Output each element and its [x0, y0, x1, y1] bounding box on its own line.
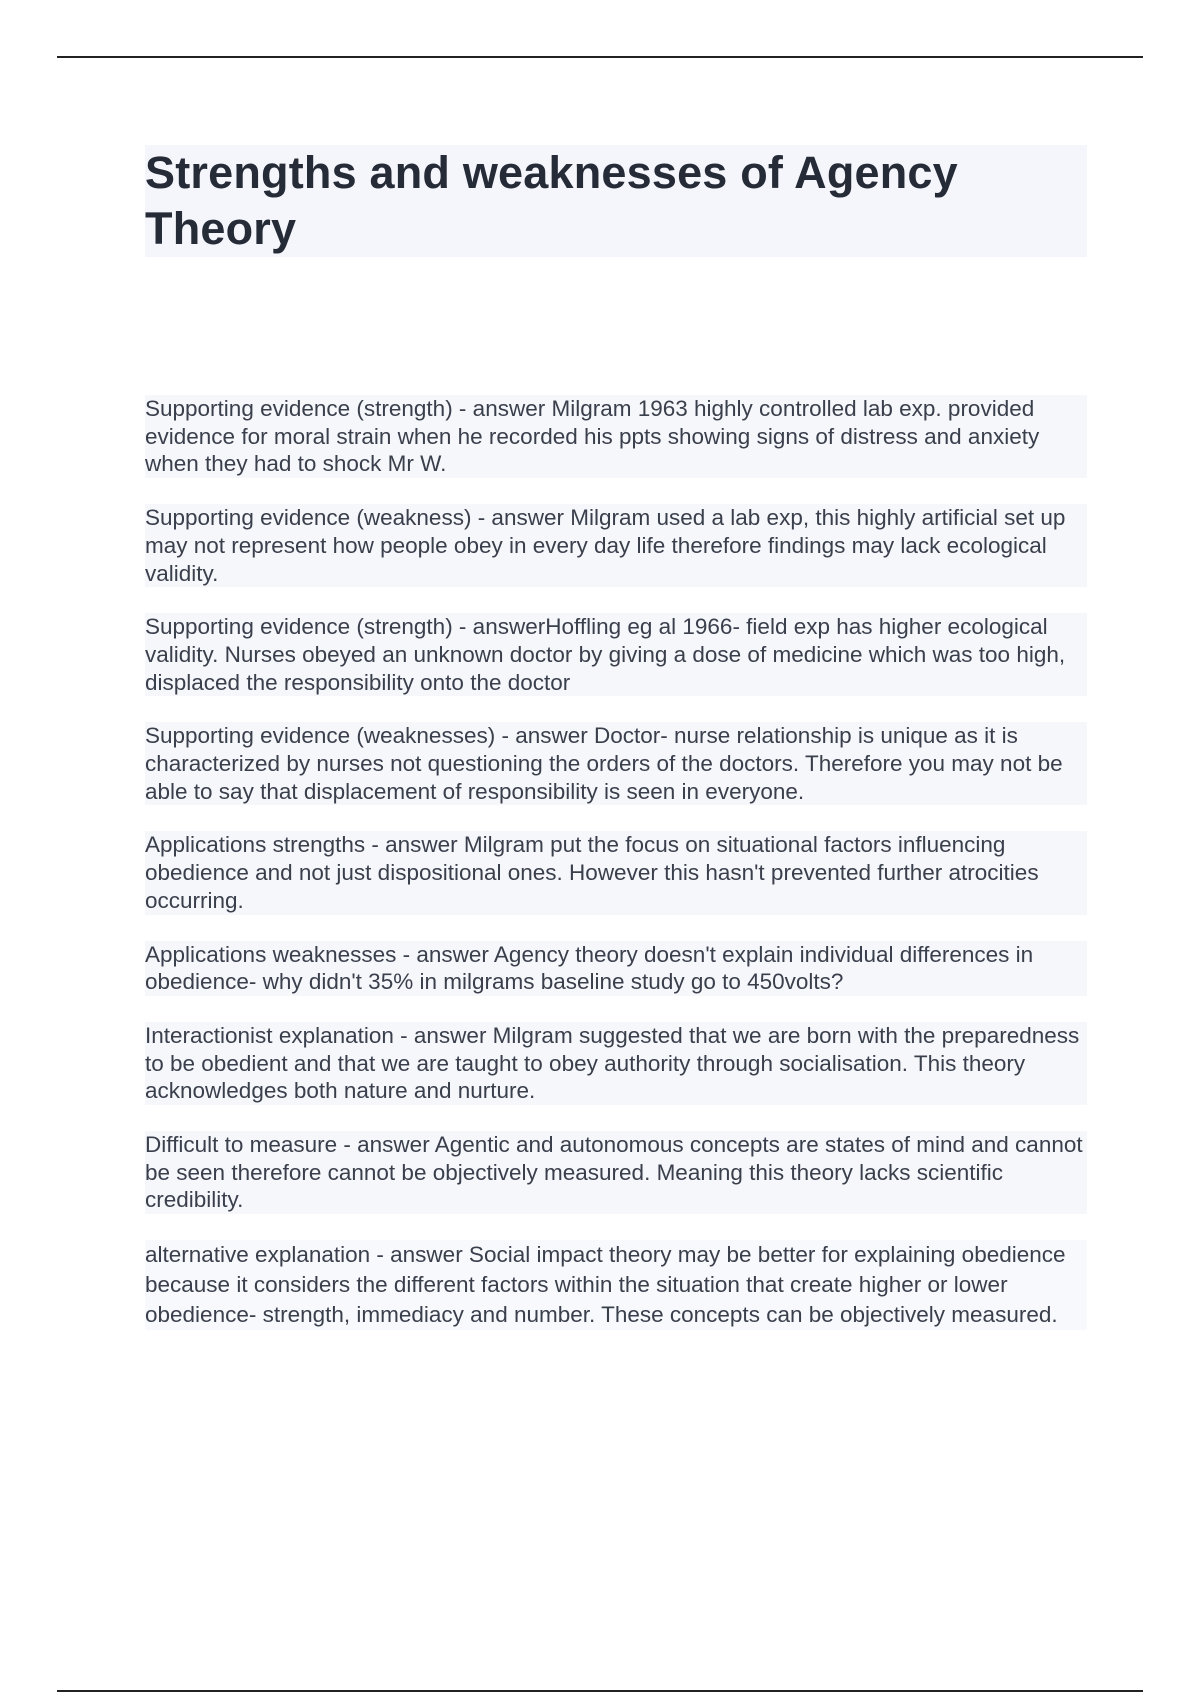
- title-block: [145, 145, 1087, 257]
- bottom-rule: [57, 1690, 1143, 1692]
- entry-8: Difficult to measure - answer Agentic and autonomous concepts are states of mind and cannot be seen therefore cannot be objectively measured. Meaning this theory lacks scientific credibility.: [145, 1131, 1087, 1214]
- entry-9: alternative explanation - answer Social impact theory may be better for explaining obedience because it considers the different factors within the situation that create higher or lower obedience- strength, immediacy and number. These concepts can be objectively measured.: [145, 1240, 1087, 1330]
- entry-5: Applications strengths - answer Milgram put the focus on situational factors influencing obedience and not just dispositional ones. However this hasn't prevented further atrocities occurring.: [145, 831, 1087, 914]
- page-title: Strengths and weaknesses of Agency Theory: [145, 147, 958, 254]
- entry-4: Supporting evidence (weaknesses) - answer Doctor- nurse relationship is unique as it is characterized by nurses not questioning the orders of the doctors. Therefore you may not be able to say that displacement of responsibility is seen in everyone.: [145, 722, 1087, 805]
- flashcard-list: [145, 395, 1087, 1356]
- entry-7: Interactionist explanation - answer Milgram suggested that we are born with the preparedness to be obedient and that we are taught to obey authority through socialisation. This theory acknowledges both nature and nurture.: [145, 1022, 1087, 1105]
- top-rule: [57, 56, 1143, 58]
- entry-6: Applications weaknesses - answer Agency theory doesn't explain individual differences in obedience- why didn't 35% in milgrams baseline study go to 450volts?: [145, 941, 1087, 996]
- entry-3: Supporting evidence (strength) - answerHoffling eg al 1966- field exp has higher ecological validity. Nurses obeyed an unknown doctor by giving a dose of medicine which was too high, displaced the responsibility onto the doctor: [145, 613, 1087, 696]
- entry-2: Supporting evidence (weakness) - answer Milgram used a lab exp, this highly artificial set up may not represent how people obey in every day life therefore findings may lack ecological validity.: [145, 504, 1087, 587]
- entry-1: Supporting evidence (strength) - answer Milgram 1963 highly controlled lab exp. provided evidence for moral strain when he recorded his ppts showing signs of distress and anxiety when they had to shock Mr W.: [145, 395, 1087, 478]
